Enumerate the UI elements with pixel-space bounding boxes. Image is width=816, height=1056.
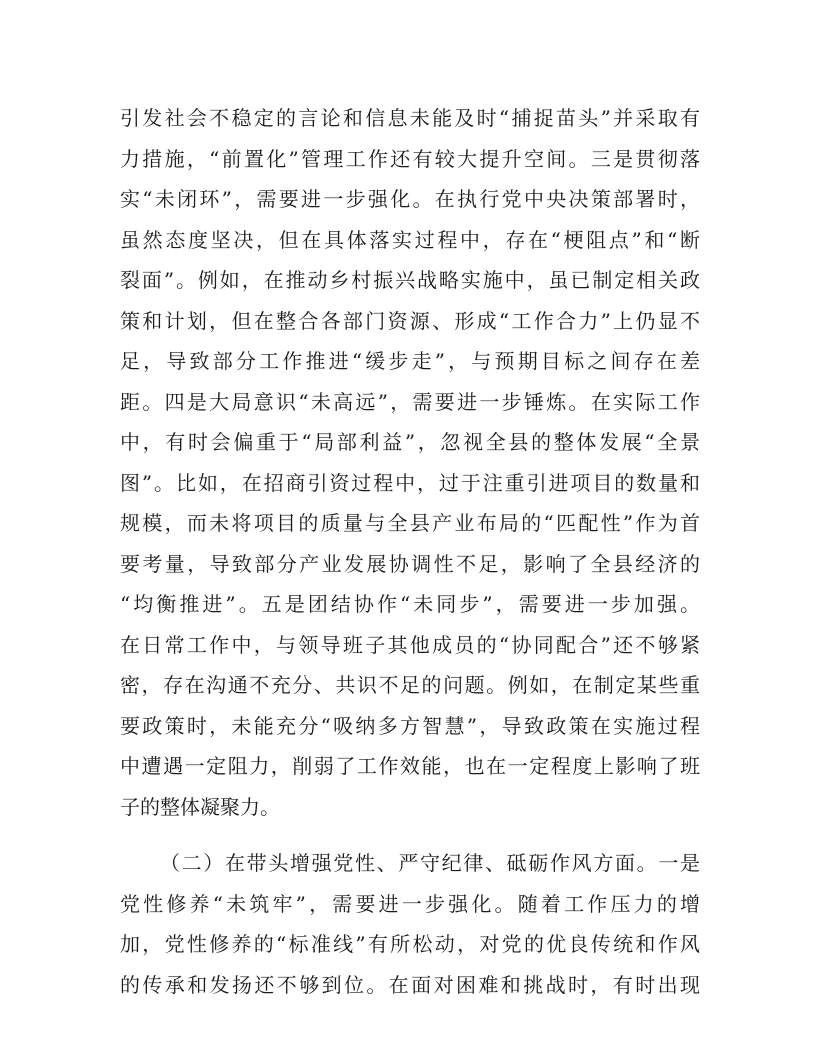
text-line: 足，导致部分工作推进“缓步走”，与预期目标之间存在差 xyxy=(120,349,700,373)
paragraph-2-continued xyxy=(120,884,700,1006)
document-body xyxy=(120,98,700,1005)
text-line: 图”。比如，在招商引资过程中，过于注重引进项目的数量和 xyxy=(120,470,700,495)
text-line: 虽然态度坚决，但在具体落实过程中，存在“梗阻点”和“断 xyxy=(120,227,700,252)
text-line: 党性修养“未筑牢”，需要进一步强化。随着工作压力的增 xyxy=(120,891,700,916)
text-line: 中遭遇一定阻力，削弱了工作效能，也在一定程度上影响了班 xyxy=(120,754,700,778)
text-line: 加，党性修养的“标准线”有所松动，对党的优良传统和作风 xyxy=(120,932,700,956)
text-line: 密，存在沟通不充分、共识不足的问题。例如，在制定某些重 xyxy=(120,673,700,697)
text-line: 引发社会不稳定的言论和信息未能及时“捕捉苗头”并采取有 xyxy=(120,106,700,130)
text-line: 实“未闭环”，需要进一步强化。在执行党中央决策部署时， xyxy=(120,187,700,211)
paragraph-2 xyxy=(120,843,700,884)
text-line: 策和计划，但在整合各部门资源、形成“工作合力”上仍显不 xyxy=(120,308,700,333)
paragraph-spacer xyxy=(120,827,700,843)
text-line: （二）在带头增强党性、严守纪律、砥砺作风方面。一是 xyxy=(160,851,700,875)
text-line: 的传承和发扬还不够到位。在面对困难和挑战时，有时出现 xyxy=(120,972,700,997)
text-line: 子的整体凝聚力。 xyxy=(120,794,280,819)
text-line: “均衡推进”。五是团结协作“未同步”，需要进一步加强。 xyxy=(120,592,700,616)
text-line: 裂面”。例如，在推动乡村振兴战略实施中，虽已制定相关政 xyxy=(120,268,700,292)
text-line: 规模，而未将项目的质量与全县产业布局的“匹配性”作为首 xyxy=(120,511,700,535)
text-line: 中，有时会偏重于“局部利益”，忽视全县的整体发展“全景 xyxy=(120,430,700,454)
text-line: 力措施，“前置化”管理工作还有较大提升空间。三是贯彻落 xyxy=(120,146,700,171)
text-line: 要考量，导致部分产业发展协调性不足，影响了全县经济的 xyxy=(120,551,700,576)
text-line: 在日常工作中，与领导班子其他成员的“协同配合”还不够紧 xyxy=(120,632,700,657)
text-line: 要政策时，未能充分“吸纳多方智慧”，导致政策在实施过程 xyxy=(120,713,700,738)
text-line: 距。四是大局意识“未高远”，需要进一步锤炼。在实际工作 xyxy=(120,389,700,414)
paragraph-1 xyxy=(120,98,700,827)
